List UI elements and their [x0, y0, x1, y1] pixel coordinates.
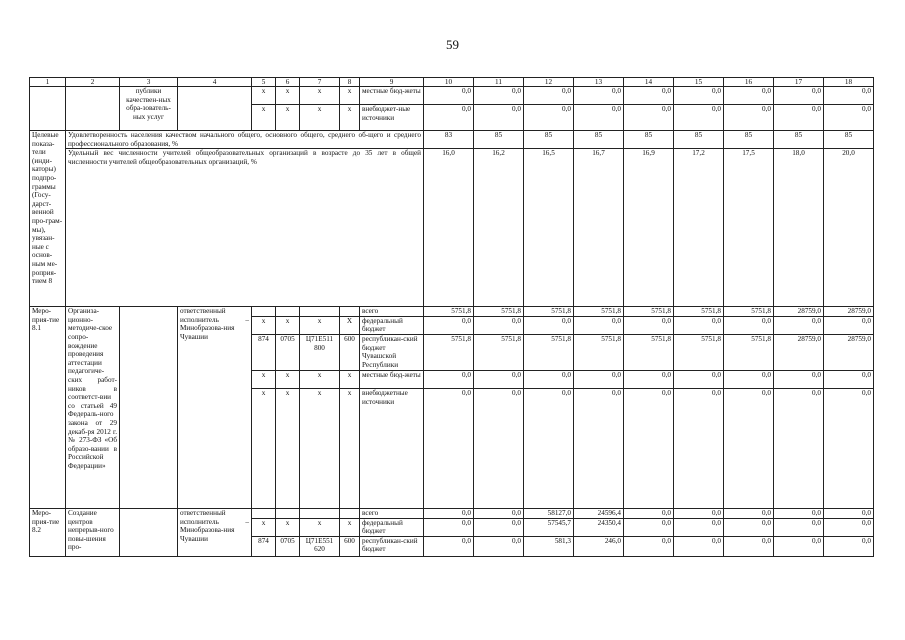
column-header: 14: [624, 78, 674, 87]
indicator-text: Удовлетворенность населения качеством начального общего, основного общего, среднего об-щего и среднего профессионального образования, %: [66, 131, 424, 149]
value-cell: 24596,4: [574, 508, 624, 518]
indicator-value: 85: [724, 131, 774, 149]
code-cell-type: [340, 307, 360, 317]
value-cell: 5751,8: [674, 334, 724, 370]
value-cell: 0,0: [474, 105, 524, 131]
value-cell: 0,0: [724, 370, 774, 388]
indicator-value: 85: [574, 131, 624, 149]
value-cell: 0,0: [774, 105, 824, 131]
value-cell: 0,0: [574, 370, 624, 388]
value-cell: 0,0: [624, 87, 674, 105]
code-cell-target: [300, 307, 340, 317]
code-cell-target: x: [300, 518, 340, 536]
code-cell-type: x: [340, 370, 360, 388]
value-cell: 5751,8: [524, 334, 574, 370]
indicator-value: 85: [824, 131, 874, 149]
value-cell: 0,0: [824, 508, 874, 518]
value-cell: 0,0: [524, 316, 574, 334]
funding-source-cell: федеральный бюджет: [360, 316, 424, 334]
code-cell-grbs: x: [252, 370, 276, 388]
value-cell: 0,0: [674, 316, 724, 334]
value-cell: 0,0: [824, 388, 874, 508]
indicator-value: 85: [524, 131, 574, 149]
value-cell: 28759,0: [824, 307, 874, 317]
value-cell: 5751,8: [424, 307, 474, 317]
value-cell: 0,0: [624, 388, 674, 508]
indicator-value: 85: [674, 131, 724, 149]
code-cell-grbs: x: [252, 87, 276, 105]
value-cell: 0,0: [774, 87, 824, 105]
indicator-value: 85: [474, 131, 524, 149]
funding-source-cell: республикан-ский бюджет: [360, 536, 424, 556]
responsible-executor: ответственный исполнитель – Минобразова-ния Чувашии: [178, 307, 252, 509]
column-header: 4: [178, 78, 252, 87]
empty-cell: [178, 87, 252, 131]
value-cell: 0,0: [474, 388, 524, 508]
code-cell-type: x: [340, 518, 360, 536]
value-cell: 0,0: [474, 87, 524, 105]
value-cell: 0,0: [824, 87, 874, 105]
funding-source-cell: внебюджет-ные источники: [360, 105, 424, 131]
measure-name: Организа-ционно-методиче-ское сопро-вождение проведения аттестации педагогиче-ских работ-ников в соответст-вии со статьей 49 Федераль-ного закона от 29 декаб-ря 2012 г. № 273-ФЗ «Об образо-вании в Российской Федерации»: [66, 307, 120, 509]
value-cell: 0,0: [424, 105, 474, 131]
code-cell-section: 0705: [276, 536, 300, 556]
indicators-label: Целевые показа-тели (инди-каторы) подпро-граммы (Госу-дарст-венной про-грам-мы), увязан-ные с основ-ным ме-роприя-тием 8: [30, 131, 66, 307]
measure-name: Создание центров непрерыв-ного повы-шения про-: [66, 508, 120, 556]
value-cell: 5751,8: [624, 334, 674, 370]
code-cell-target: x: [300, 316, 340, 334]
column-header: 7: [300, 78, 340, 87]
measure-row: [30, 508, 874, 518]
code-cell-type: x: [340, 87, 360, 105]
value-cell: 0,0: [474, 316, 524, 334]
indicator-value: 16,5: [524, 149, 574, 307]
value-cell: 5751,8: [574, 334, 624, 370]
value-cell: 0,0: [824, 370, 874, 388]
value-cell: 246,0: [574, 536, 624, 556]
value-cell: 24350,4: [574, 518, 624, 536]
value-cell: 0,0: [624, 370, 674, 388]
funding-source-cell: всего: [360, 508, 424, 518]
value-cell: 0,0: [424, 370, 474, 388]
value-cell: 0,0: [674, 536, 724, 556]
value-cell: 0,0: [674, 508, 724, 518]
column-header: 13: [574, 78, 624, 87]
funding-source-cell: республикан-ский бюджет Чувашской Республики: [360, 334, 424, 370]
value-cell: 0,0: [824, 536, 874, 556]
continuation-row: [30, 87, 874, 105]
value-cell: 0,0: [824, 316, 874, 334]
value-cell: 0,0: [424, 87, 474, 105]
code-cell-grbs: x: [252, 388, 276, 508]
value-cell: 5751,8: [674, 307, 724, 317]
code-cell-section: x: [276, 316, 300, 334]
indicator-value: 17,5: [724, 149, 774, 307]
value-cell: 0,0: [574, 87, 624, 105]
indicator-text: Удельный вес численности учителей общеобразовательных организаций в возрасте до 35 лет в общей численности учителей общеобразовательных организаций, %: [66, 149, 424, 307]
value-cell: 0,0: [774, 316, 824, 334]
value-cell: 0,0: [474, 518, 524, 536]
empty-cell: [30, 87, 66, 131]
value-cell: 5751,8: [474, 334, 524, 370]
value-cell: 0,0: [724, 518, 774, 536]
code-cell-section: x: [276, 87, 300, 105]
budget-table: [29, 77, 874, 557]
value-cell: 57545,7: [524, 518, 574, 536]
value-cell: 0,0: [624, 508, 674, 518]
value-cell: 0,0: [824, 518, 874, 536]
measure-row: [30, 307, 874, 317]
value-cell: 0,0: [774, 370, 824, 388]
value-cell: 0,0: [724, 105, 774, 131]
indicator-value: 20,0: [824, 149, 874, 307]
value-cell: 0,0: [624, 316, 674, 334]
value-cell: 5751,8: [524, 307, 574, 317]
code-cell-target: x: [300, 87, 340, 105]
code-cell-section: [276, 508, 300, 518]
value-cell: 58127,0: [524, 508, 574, 518]
value-cell: 0,0: [574, 105, 624, 131]
value-cell: 5751,8: [474, 307, 524, 317]
empty-cell: [120, 508, 178, 556]
responsible-executor: ответственный исполнитель – Минобразова-ния Чувашии: [178, 508, 252, 556]
code-cell-grbs: [252, 508, 276, 518]
value-cell: 0,0: [774, 518, 824, 536]
value-cell: 28759,0: [774, 307, 824, 317]
code-cell-target: x: [300, 370, 340, 388]
code-cell-type: x: [340, 105, 360, 131]
value-cell: 0,0: [424, 508, 474, 518]
measure-name-continued: публики качествен-ных обра-зователь-ных услуг: [120, 87, 178, 131]
value-cell: 0,0: [474, 536, 524, 556]
column-header: 6: [276, 78, 300, 87]
code-cell-section: x: [276, 388, 300, 508]
column-header: 17: [774, 78, 824, 87]
indicator-row: [30, 131, 874, 149]
column-header: 5: [252, 78, 276, 87]
code-cell-target: Ц71Е511 800: [300, 334, 340, 370]
code-cell-grbs: x: [252, 105, 276, 131]
empty-cell: [120, 307, 178, 509]
value-cell: 5751,8: [574, 307, 624, 317]
indicator-value: 16,9: [624, 149, 674, 307]
indicator-value: 16,7: [574, 149, 624, 307]
funding-source-cell: местные бюд-жеты: [360, 87, 424, 105]
value-cell: 0,0: [524, 388, 574, 508]
measure-label: Меро-прия-тие 8.1: [30, 307, 66, 509]
column-header: 11: [474, 78, 524, 87]
value-cell: 5751,8: [624, 307, 674, 317]
funding-source-cell: всего: [360, 307, 424, 317]
code-cell-grbs: x: [252, 518, 276, 536]
code-cell-section: 0705: [276, 334, 300, 370]
indicator-value: 17,2: [674, 149, 724, 307]
indicator-value: 16,2: [474, 149, 524, 307]
code-cell-type: 600: [340, 334, 360, 370]
code-cell-section: x: [276, 370, 300, 388]
value-cell: 0,0: [674, 388, 724, 508]
column-header: 15: [674, 78, 724, 87]
value-cell: 0,0: [674, 370, 724, 388]
value-cell: 0,0: [474, 370, 524, 388]
column-header: 9: [360, 78, 424, 87]
value-cell: 0,0: [624, 105, 674, 131]
value-cell: 5751,8: [724, 307, 774, 317]
value-cell: 0,0: [724, 536, 774, 556]
indicator-value: 16,0: [424, 149, 474, 307]
column-header: 18: [824, 78, 874, 87]
column-header: 12: [524, 78, 574, 87]
funding-source-cell: федеральный бюджет: [360, 518, 424, 536]
value-cell: 0,0: [774, 508, 824, 518]
value-cell: 0,0: [574, 316, 624, 334]
code-cell-target: [300, 508, 340, 518]
value-cell: 0,0: [724, 87, 774, 105]
indicator-value: 85: [774, 131, 824, 149]
value-cell: 5751,8: [424, 334, 474, 370]
code-cell-grbs: 874: [252, 334, 276, 370]
value-cell: 28759,0: [824, 334, 874, 370]
measure-label: Меро-прия-тие 8.2: [30, 508, 66, 556]
column-header: 2: [66, 78, 120, 87]
column-header: 3: [120, 78, 178, 87]
code-cell-section: [276, 307, 300, 317]
code-cell-target: x: [300, 388, 340, 508]
column-header: 8: [340, 78, 360, 87]
code-cell-target: Ц71Е551 620: [300, 536, 340, 556]
column-header: 10: [424, 78, 474, 87]
value-cell: 0,0: [524, 105, 574, 131]
code-cell-type: x: [340, 388, 360, 508]
value-cell: 0,0: [424, 316, 474, 334]
value-cell: 0,0: [674, 518, 724, 536]
value-cell: 0,0: [674, 87, 724, 105]
value-cell: 0,0: [524, 87, 574, 105]
value-cell: 0,0: [724, 316, 774, 334]
value-cell: 0,0: [574, 388, 624, 508]
indicator-value: 83: [424, 131, 474, 149]
code-cell-type: [340, 508, 360, 518]
code-cell-type: X: [340, 316, 360, 334]
page-number: 59: [446, 37, 459, 52]
empty-cell: [66, 87, 120, 131]
indicator-value: 18,0: [774, 149, 824, 307]
value-cell: 0,0: [824, 105, 874, 131]
value-cell: 0,0: [724, 508, 774, 518]
value-cell: 0,0: [624, 536, 674, 556]
column-header-row: [30, 78, 874, 87]
value-cell: 0,0: [624, 518, 674, 536]
value-cell: 0,0: [424, 388, 474, 508]
code-cell-target: x: [300, 105, 340, 131]
code-cell-section: x: [276, 518, 300, 536]
value-cell: 0,0: [424, 518, 474, 536]
value-cell: 0,0: [674, 105, 724, 131]
value-cell: 0,0: [524, 370, 574, 388]
value-cell: 5751,8: [724, 334, 774, 370]
indicator-row: [30, 149, 874, 307]
value-cell: 581,3: [524, 536, 574, 556]
value-cell: 28759,0: [774, 334, 824, 370]
value-cell: 0,0: [474, 508, 524, 518]
value-cell: 0,0: [424, 536, 474, 556]
code-cell-type: 600: [340, 536, 360, 556]
value-cell: 0,0: [774, 388, 824, 508]
code-cell-grbs: 874: [252, 536, 276, 556]
value-cell: 0,0: [774, 536, 824, 556]
code-cell-grbs: [252, 307, 276, 317]
indicator-value: 85: [624, 131, 674, 149]
value-cell: 0,0: [724, 388, 774, 508]
code-cell-grbs: x: [252, 316, 276, 334]
funding-source-cell: местные бюд-жеты: [360, 370, 424, 388]
code-cell-section: x: [276, 105, 300, 131]
column-header: 1: [30, 78, 66, 87]
column-header: 16: [724, 78, 774, 87]
funding-source-cell: внебюджетные источники: [360, 388, 424, 508]
